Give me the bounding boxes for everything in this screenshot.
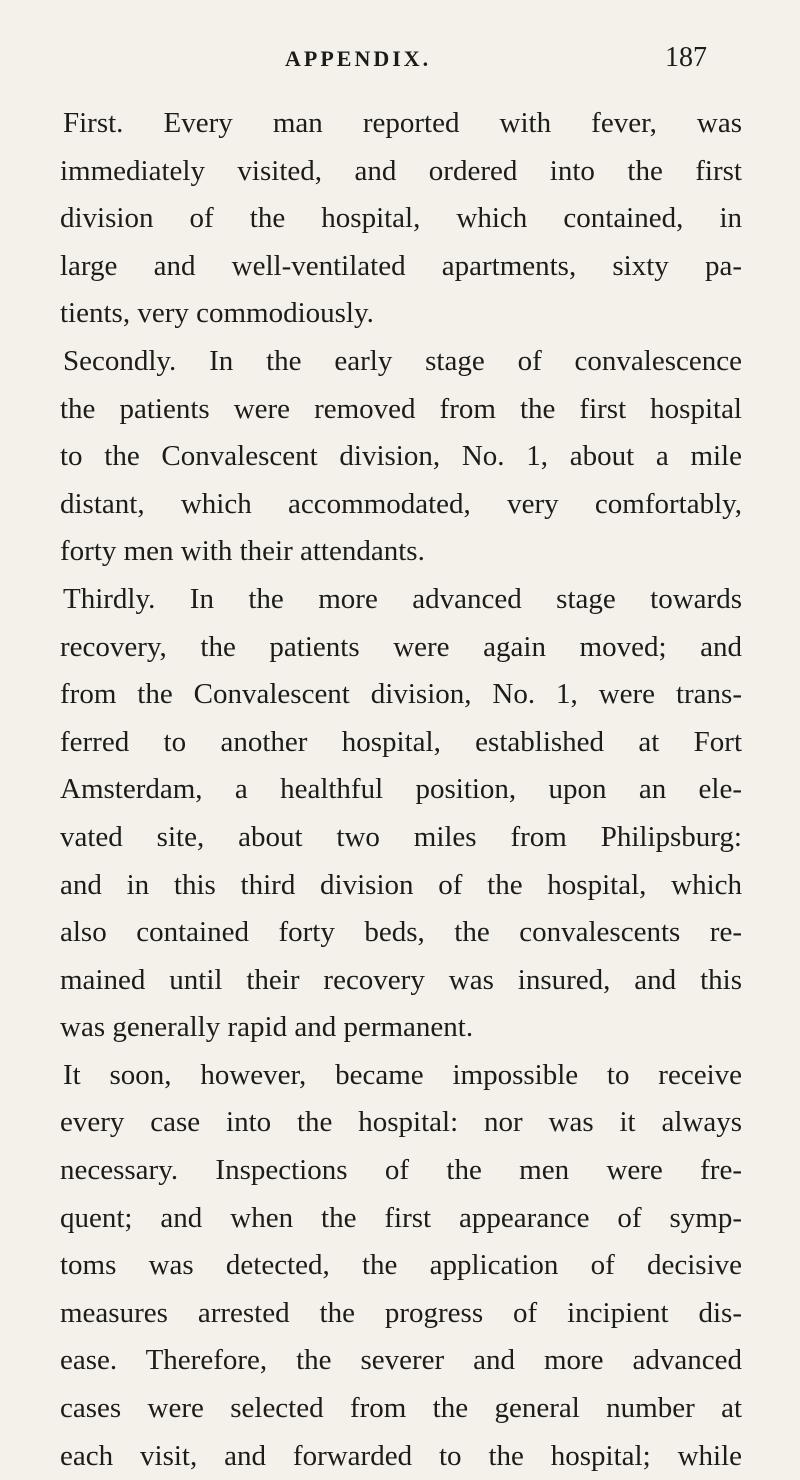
text-line: was generally rapid and permanent.: [60, 1011, 474, 1044]
text-line: each visit, and forwarded to the hospital; while: [60, 1439, 742, 1472]
text-line: measures arrested the progress of incipient dis-: [60, 1296, 742, 1329]
text-line: recovery, the patients were again moved; and: [60, 630, 742, 663]
text-line: mained until their recovery was insured, and this: [60, 963, 742, 996]
text-line: immediately visited, and ordered into the first: [60, 154, 742, 187]
page-number: 187: [665, 42, 707, 73]
text-line: vated site, about two miles from Philipsburg:: [60, 820, 742, 853]
text-line: the patients were removed from the first hospital: [60, 392, 742, 425]
text-line: Secondly. In the early stage of convalescence: [63, 344, 742, 377]
text-line: from the Convalescent division, No. 1, were trans-: [60, 678, 742, 711]
text-line: distant, which accommodated, very comfortably,: [60, 487, 742, 520]
text-line: also contained forty beds, the convalescents re-: [60, 916, 742, 949]
text-line: to the Convalescent division, No. 1, about a mile: [60, 440, 742, 473]
text-line: cases were selected from the general number at: [60, 1392, 742, 1425]
text-line: necessary. Inspections of the men were fre-: [60, 1154, 742, 1187]
text-line: Amsterdam, a healthful position, upon an ele-: [60, 773, 742, 806]
text-line: quent; and when the first appearance of symp-: [60, 1201, 742, 1234]
running-head: [0, 36, 800, 76]
text-line: It soon, however, became impossible to receive: [63, 1058, 742, 1091]
text-line: and in this third division of the hospital, which: [60, 868, 742, 901]
text-line: tients, very commodiously.: [60, 297, 374, 330]
running-title: APPENDIX.: [285, 46, 432, 71]
text-line: ease. Therefore, the severer and more advanced: [60, 1344, 742, 1377]
text-line: every case into the hospital: nor was it always: [60, 1106, 742, 1139]
body-text: [60, 100, 742, 1480]
text-line: Thirdly. In the more advanced stage towards: [63, 582, 742, 615]
text-line: First. Every man reported with fever, was: [63, 107, 742, 139]
text-line: ferred to another hospital, established at Fort: [60, 725, 742, 758]
text-line: forty men with their attendants.: [60, 535, 425, 568]
text-line: large and well-ventilated apartments, sixty pa-: [60, 249, 742, 282]
text-line: division of the hospital, which contained, in: [60, 202, 742, 235]
text-line: toms was detected, the application of decisive: [60, 1249, 742, 1282]
